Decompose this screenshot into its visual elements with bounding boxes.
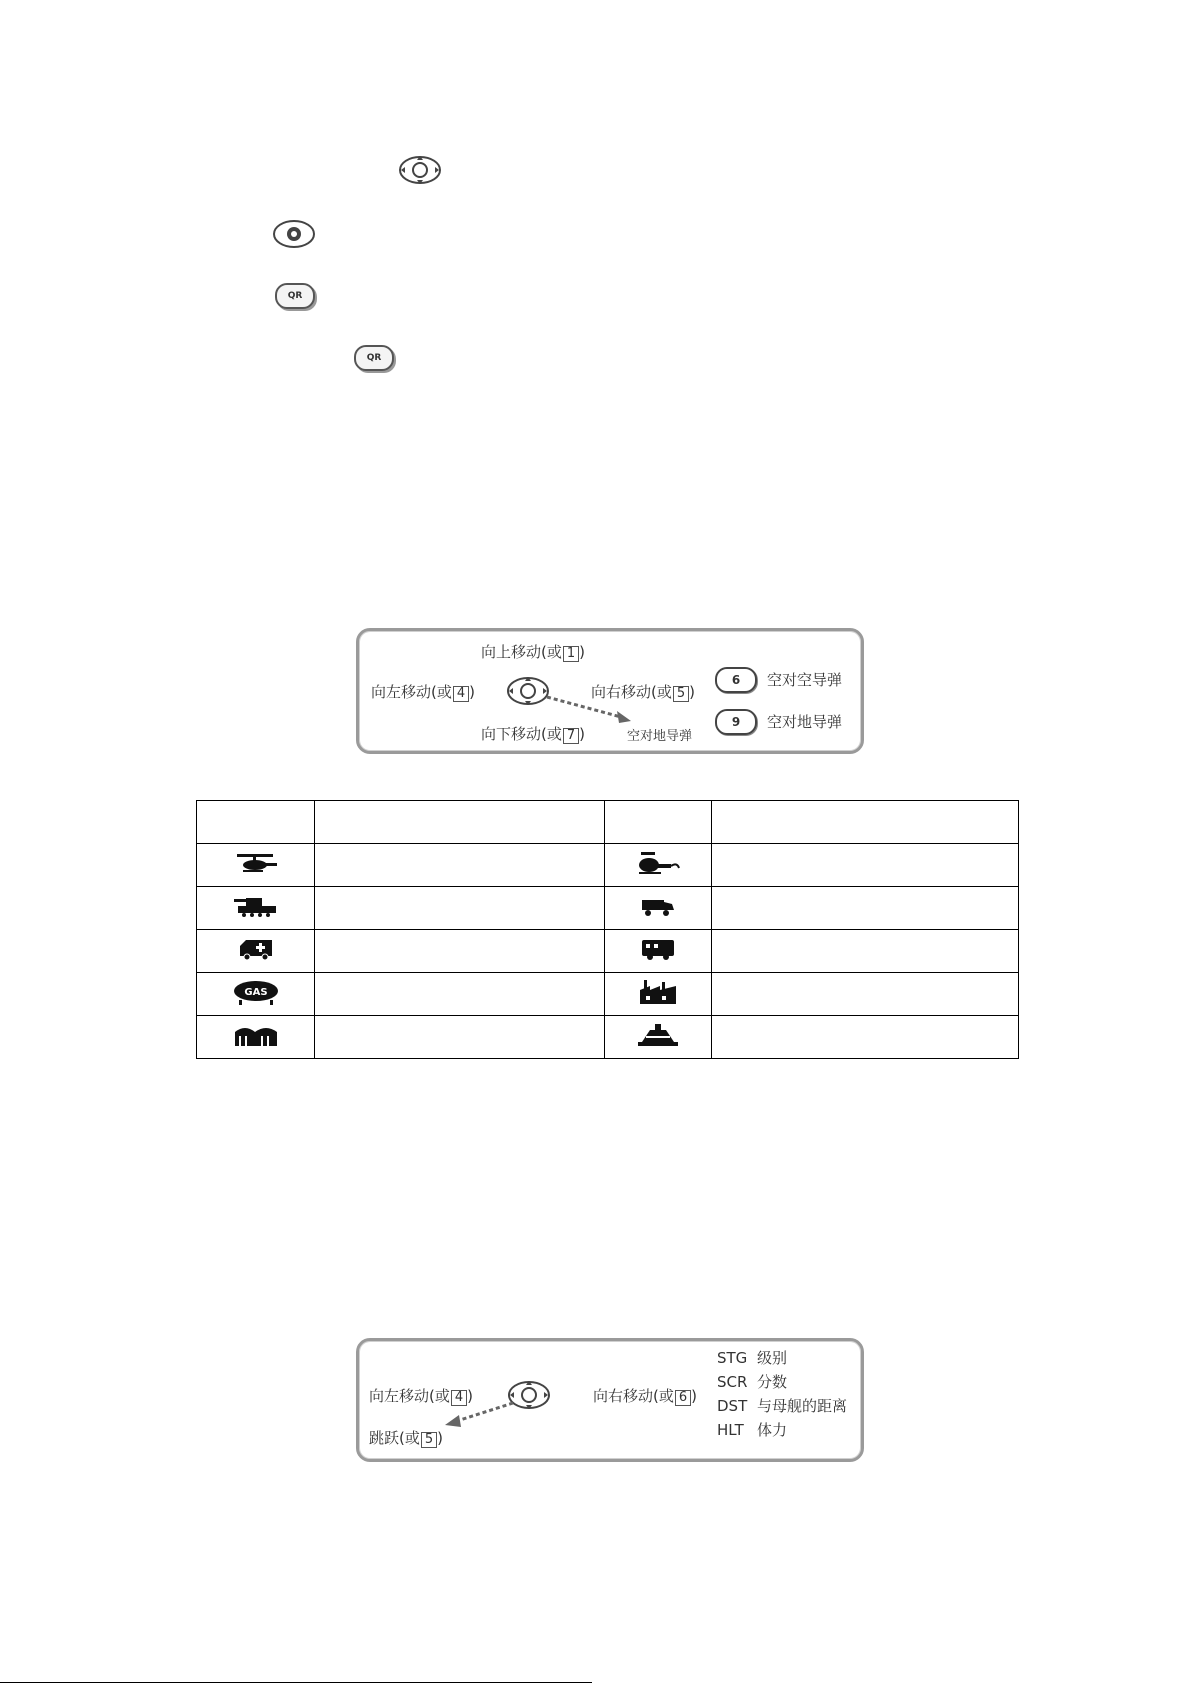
label-left: 向左移动(或 4 ) [371,683,475,701]
tank-icon [197,887,315,930]
helicopter-icon [197,844,315,887]
label-jump: 跳跃(或 5 ) [369,1429,443,1447]
units-table [196,800,1019,1059]
footnote-rule [0,1682,592,1683]
select-key-icon [272,218,316,254]
key-6-icon: 6 [715,667,757,693]
diagonal-arrow-icon [443,1399,517,1429]
factory-icon [605,973,712,1016]
hangar-icon [197,1016,315,1059]
label-air-to-air: 空对空导弹 [767,671,843,689]
ambulance-icon [197,930,315,973]
controls-panel-jump [356,1338,864,1462]
table-row [197,887,1019,930]
soft-key-icon: QR [275,283,315,309]
label-air-to-ground: 空对地导弹 [767,713,843,731]
soft-key-icon: QR [354,345,394,371]
label-left: 向左移动(或 4 ) [369,1387,473,1405]
label-right: 向右移动(或 5 ) [591,683,695,701]
table-row [197,973,1019,1016]
gas-label: GAS [243,987,268,998]
stat-health: HLT 体力 [717,1421,788,1439]
controls-panel-flight [356,628,864,754]
table-row [197,844,1019,887]
key-9-icon: 9 [715,709,757,735]
navigation-key-icon [506,675,550,711]
stat-score: SCR 分数 [717,1373,788,1391]
label-diag: 空对地导弹 [627,729,693,744]
stat-stage: STG 级别 [717,1349,788,1367]
armored-vehicle-icon [605,930,712,973]
table-row [197,1016,1019,1059]
attack-helicopter-icon [605,844,712,887]
navigation-key-icon [398,154,442,190]
label-up: 向上移动(或 1 ) [481,643,585,661]
table-header-row [197,801,1019,844]
truck-icon [605,887,712,930]
label-down: 向下移动(或 7 ) [481,725,585,743]
bunker-icon [605,1016,712,1059]
table-row [197,930,1019,973]
stat-distance: DST 与母舰的距离 [717,1397,848,1415]
gas-tank-icon [197,973,315,1016]
label-right: 向右移动(或 6 ) [593,1387,697,1405]
